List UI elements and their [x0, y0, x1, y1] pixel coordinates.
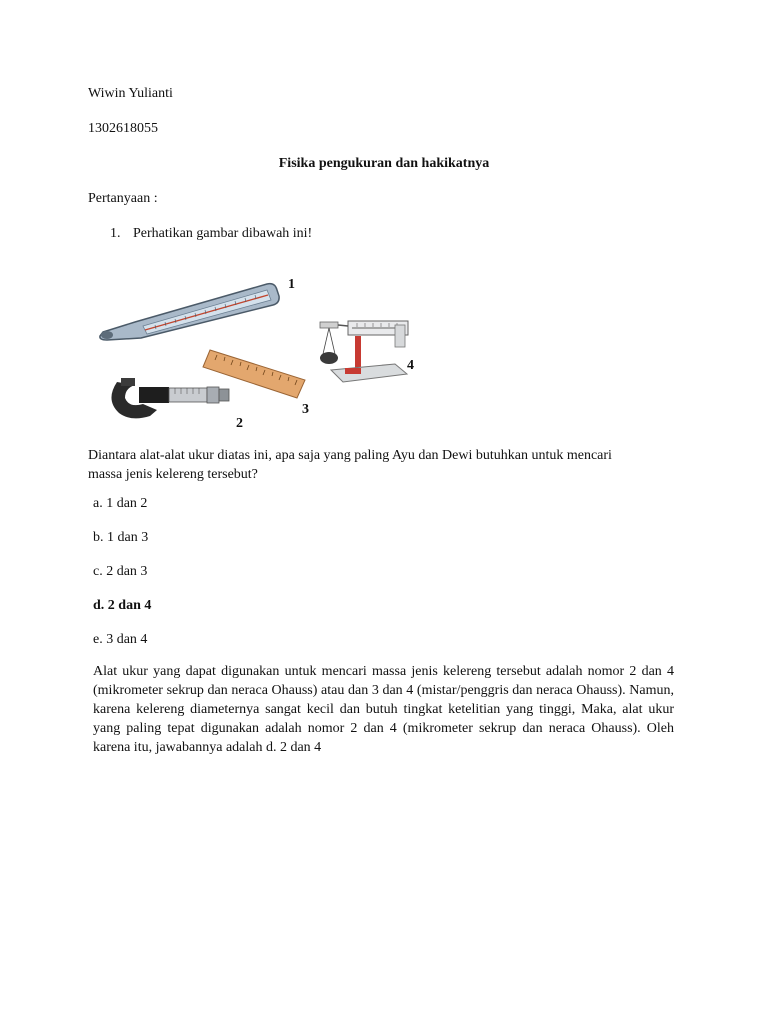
thermometer-icon — [100, 284, 279, 340]
option-e: e. 3 dan 4 — [93, 632, 148, 647]
figure-label-4: 4 — [407, 358, 414, 373]
option-c: c. 2 dan 3 — [93, 564, 148, 579]
instruments-figure — [95, 270, 425, 440]
micrometer-icon — [111, 378, 229, 418]
question-prompt-line-2: massa jenis kelereng tersebut? — [88, 467, 258, 482]
balance-scale-icon — [320, 321, 408, 382]
author-id: 1302618055 — [88, 121, 158, 136]
figure-label-3: 3 — [302, 402, 309, 417]
option-a: a. 1 dan 2 — [93, 496, 148, 511]
section-label: Pertanyaan : — [88, 191, 158, 206]
option-d-answer: d. 2 dan 4 — [93, 598, 152, 613]
question-number: 1. — [110, 226, 121, 241]
instruments-illustration — [95, 270, 425, 440]
figure-label-2: 2 — [236, 416, 243, 431]
question-prompt-line-1: Diantara alat-alat ukur diatas ini, apa saja yang paling Ayu dan Dewi butuhkan untuk mencari — [88, 448, 612, 463]
document-title: Fisika pengukuran dan hakikatnya — [278, 156, 490, 171]
figure-label-1: 1 — [288, 277, 295, 292]
answer-explanation: Alat ukur yang dapat digunakan untuk mencari massa jenis kelereng tersebut adalah nomor 2 dan 4 (mikrometer sekrup dan neraca Ohauss) atau dan 3 dan 4 (mistar/penggris dan neraca Ohauss). Namun, karena kelereng diameternya sangat kecil dan butuh tingkat ketelitian yang tinggi, Maka, alat ukur yang paling tepat digunakan adalah nomor 2 dan 4 (mikrometer sekrup dan neraca Ohauss). Oleh karena itu, jawabannya adalah d. 2 dan 4 — [93, 664, 674, 755]
option-b: b. 1 dan 3 — [93, 530, 149, 545]
author-name: Wiwin Yulianti — [88, 86, 173, 101]
question-instruction: Perhatikan gambar dibawah ini! — [133, 226, 313, 241]
